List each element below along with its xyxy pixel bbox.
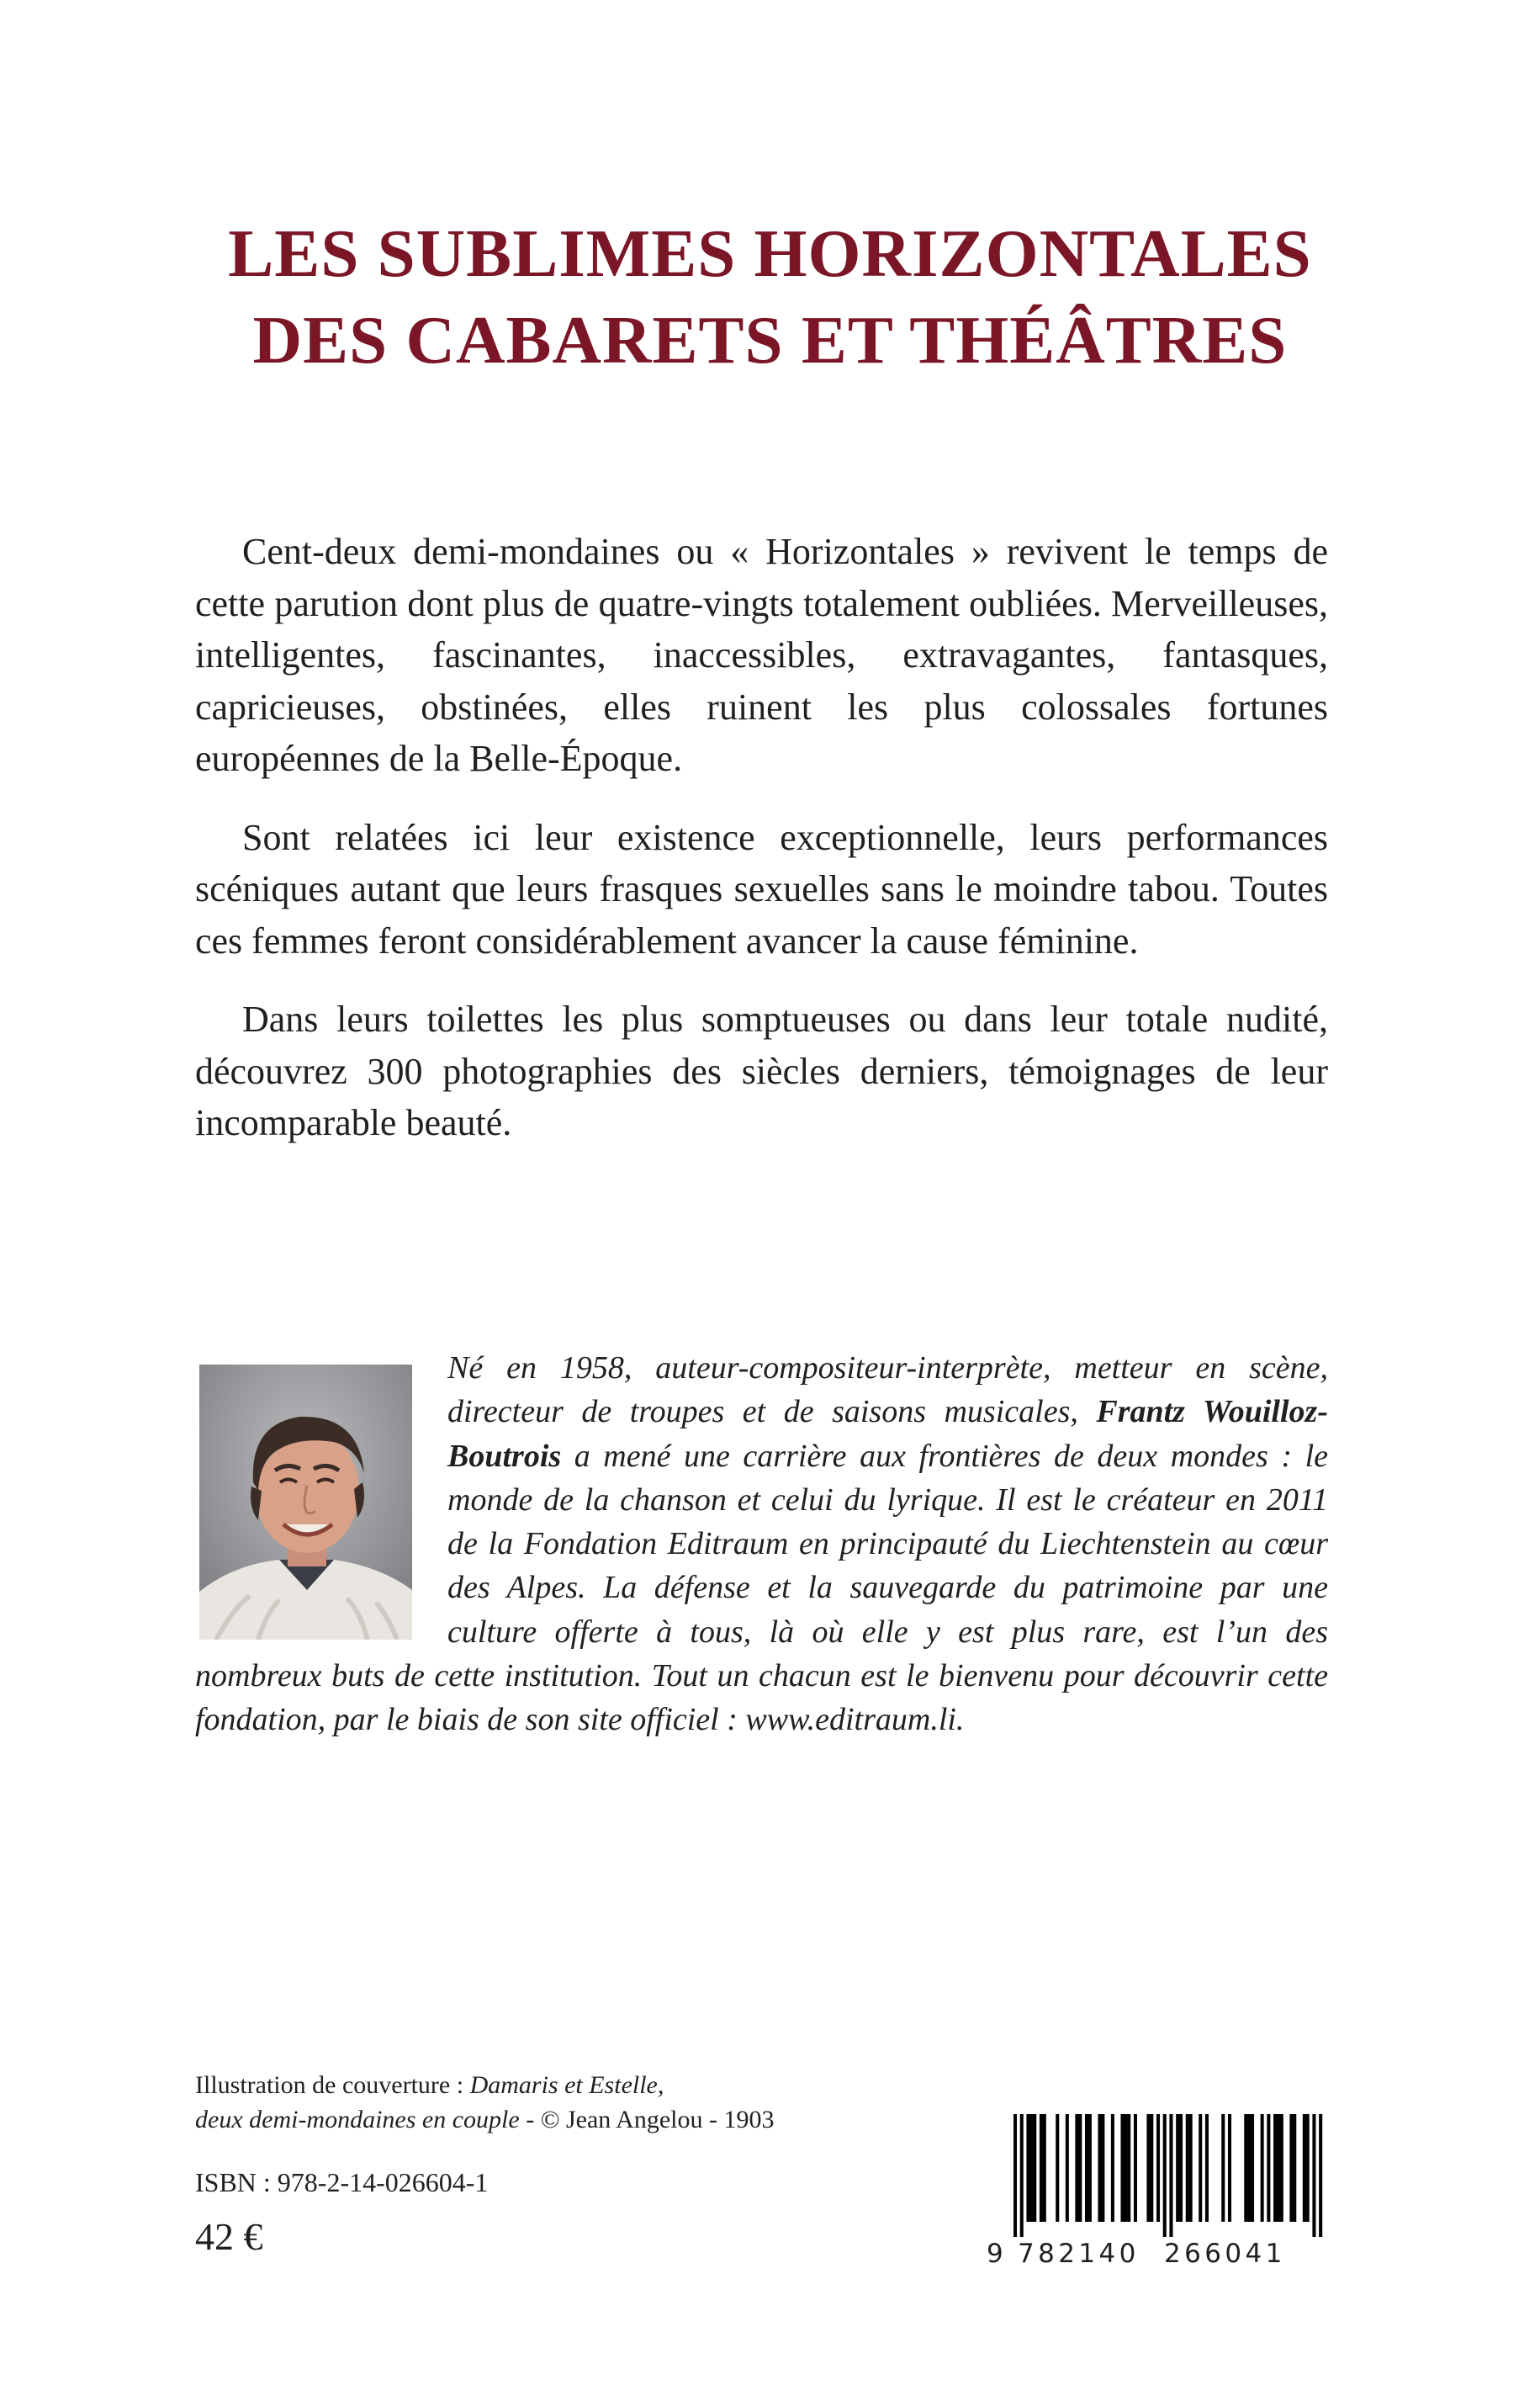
- barcode-bar: [1306, 2114, 1310, 2222]
- barcode-bar: [1205, 2114, 1209, 2222]
- barcode-bar: [1026, 2114, 1029, 2222]
- author-name: Frantz Wouilloz-Boutrois: [447, 1394, 1328, 1474]
- barcode-bar: [1189, 2114, 1193, 2222]
- credit-work-subtitle: deux demi-mondaines en couple: [195, 2106, 520, 2133]
- barcode-bar: [1228, 2114, 1231, 2222]
- author-bio-body: a mené une carrière aux frontières de deux mondes : le monde de la chanson et celui du lyrique. Il est le créateur en 2011 de la Fondation Editraum en principauté du Liechtenstein au cœur des Alpes. La défense et la sauvegarde du patrimoine par une culture offerte à tous, là où elle y est plus rare, est l’un des nombreux buts de cette institution. Tout un chacun est le bienvenu pour découvrir cette fondation, par le biais de son site officiel : www.editraum.li.: [195, 1438, 1328, 1738]
- barcode-bar: [1150, 2114, 1153, 2222]
- barcode-bar: [1169, 2114, 1172, 2237]
- barcode-bar: [1056, 2114, 1059, 2222]
- barcode-bar: [1120, 2114, 1124, 2222]
- cover-illustration-credit: [195, 2068, 774, 2137]
- barcode-bar: [1013, 2114, 1017, 2237]
- barcode-bar: [1221, 2114, 1225, 2222]
- credit-copyright: - © Jean Angelou - 1903: [519, 2106, 775, 2133]
- barcode-bar: [1293, 2114, 1296, 2222]
- author-bio-intro: Né en 1958, auteur-compositeur-interprète, metteur en scène, directeur de troupes et de saisons musicales,: [447, 1350, 1328, 1430]
- barcode-bar: [1101, 2114, 1104, 2222]
- barcode-bar: [1289, 2114, 1293, 2222]
- barcode-bar: [1078, 2114, 1082, 2222]
- barcode-bar: [1186, 2114, 1189, 2222]
- barcode-bar: [1088, 2114, 1092, 2222]
- blurb-paragraph-3: Dans leurs toilettes les plus somptueuses ou dans leur totale nudité, découvrez 300 photographies des siècles derniers, témoignages de leur incomparable beauté.: [195, 999, 1328, 1143]
- barcode-bar: [1124, 2114, 1127, 2222]
- barcode-bar: [1040, 2114, 1043, 2222]
- barcode-bar: [1261, 2114, 1264, 2222]
- barcode-digit-first: 9: [987, 2239, 1004, 2269]
- barcode-bar: [1244, 2114, 1247, 2222]
- barcode-bar: [1075, 2114, 1078, 2222]
- barcode-digits-right: 266041: [1164, 2239, 1286, 2269]
- author-portrait-drawing: [199, 1365, 412, 1640]
- barcode-bar: [1085, 2114, 1088, 2222]
- book-title-line-1: LES SUBLIMES HORIZONTALES: [228, 215, 1312, 291]
- book-blurb: [195, 526, 1328, 1176]
- barcode-bar: [1146, 2114, 1150, 2222]
- barcode-bar: [1127, 2114, 1130, 2222]
- credit-line-1: [195, 2068, 774, 2102]
- barcode-bars: [988, 2114, 1329, 2240]
- price: 42 €: [195, 2215, 263, 2258]
- book-title: [0, 210, 1540, 384]
- barcode-bar: [1029, 2114, 1033, 2222]
- author-bio: [195, 1346, 1328, 1742]
- barcode-bar: [1277, 2114, 1280, 2222]
- barcode-bar: [1020, 2114, 1024, 2237]
- blurb-paragraph-2: Sont relatées ici leur existence exceptionnelle, leurs performances scéniques autant que leurs frasques sexuelles sans le moindre tabou. Toutes ces femmes feront considérablement avancer la cause féminine.: [195, 816, 1328, 962]
- barcode-bar: [1098, 2114, 1101, 2222]
- barcode-bar: [1033, 2114, 1036, 2222]
- barcode-bar: [1280, 2114, 1283, 2222]
- barcode-digits-left: 782140: [1018, 2239, 1140, 2269]
- barcode-bar: [1247, 2114, 1251, 2222]
- barcode-bar: [1267, 2114, 1270, 2222]
- barcode-bar: [1273, 2114, 1277, 2222]
- barcode-bar: [1176, 2114, 1179, 2222]
- barcode-bar: [1179, 2114, 1183, 2222]
- barcode-bar: [1251, 2114, 1254, 2222]
- barcode-bar: [1134, 2114, 1137, 2222]
- author-portrait: [199, 1365, 412, 1640]
- barcode-bar: [1156, 2114, 1160, 2222]
- credit-work-title: Damaris et Estelle,: [469, 2071, 664, 2099]
- barcode-bar: [1199, 2114, 1202, 2222]
- barcode: [987, 2114, 1329, 2269]
- credit-line-2: [195, 2102, 774, 2137]
- barcode-bar: [1303, 2114, 1306, 2222]
- book-title-line-2: DES CABARETS ET THÉÂTRES: [252, 302, 1288, 378]
- barcode-bar: [1319, 2114, 1322, 2237]
- barcode-bar: [1043, 2114, 1046, 2222]
- barcode-bar: [1066, 2114, 1069, 2222]
- barcode-bar: [1163, 2114, 1167, 2237]
- isbn: ISBN : 978-2-14-026604-1: [195, 2167, 489, 2197]
- credit-label: Illustration de couverture :: [195, 2071, 470, 2099]
- barcode-bar: [1111, 2114, 1114, 2222]
- blurb-paragraph-1: Cent-deux demi-mondaines ou « Horizontales » revivent le temps de cette parution dont plus de quatre-vingts totalement oubliées. Merveilleuses, intelligentes, fascinantes, inaccessibles, extravagantes, fantasques, capricieuses, obstinées, elles ruinent les plus colossales fortunes européennes de la Belle-Époque.: [195, 531, 1328, 779]
- barcode-bar: [1312, 2114, 1315, 2237]
